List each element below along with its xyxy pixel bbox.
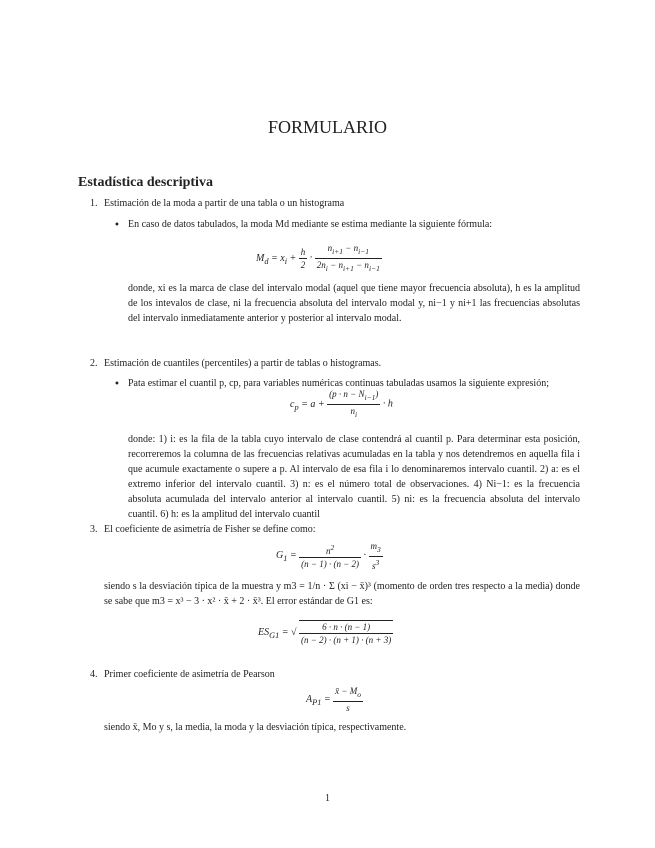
pearson-explanation: siendo x̄, Mo y s, la media, la moda y la desviación típica, respectivamente.	[104, 722, 407, 733]
standard-error-formula: $ES_{G1}$ = √ $\frac{6 \cdot n \cdot (n - 1)}{(n - 2) \cdot (n + 1) \cdot (n + 3)}$	[258, 622, 392, 645]
item-heading: Primer coeficiente de asimetría de Pearson	[104, 669, 275, 680]
page-title: FORMULARIO	[267, 117, 387, 137]
item-number: 2.	[90, 358, 98, 369]
moda-formula: $M_d = x_i$ + $\frac{h}{2}$ · $\frac{n_{i+1} - n_{i-1}}{2n_i - n_{i+1} - n_{i-1}}$	[256, 243, 380, 273]
fisher-explanation: siendo s la desviación típica de la muestra y m3 = 1/n · Σ (xi − x̄)³ (momento de orden tres respecto a la media) donde se sabe que m3 = x³ − 3 · x² · x̄ + 2 · x̄³. El error estándar de G1 es:	[104, 581, 580, 607]
cuantil-explanation: donde: 1) i: es la fila de la tabla cuyo intervalo de clase contendrá al cuantil p. Para determinar esta posición, recorreremos la columna de las frecuencias relativas acumuladas en la tabla y nos detendremos en aquella fila i que acumule exactamente o supere a p. Al intervalo de esa fila i lo denominaremos intervalo cuantil. 2) a: es el extremo inferior del intervalo cuantil. 3) n: es el número total de observaciones. 4) Ni−1: es la frecuencia absoluta acumulada del intervalo anterior al intervalo cuantil. 5) ni: es la frecuencia absoluta del intervalo cuantil. 6) h: es la amplitud del intervalo cuantil	[128, 434, 580, 520]
item-number: 1.	[90, 198, 98, 209]
moda-explanation: donde, xi es la marca de clase del intervalo modal (aquel que tiene mayor frecuencia absoluta), h es la amplitud de los intevalos de clase, ni la frecuencia absoluta del intervalo modal y, ni−1 y ni+1 las frecuencias absolutas del intervalo inmediatamente anterior y posterior al intervalo modal.	[128, 283, 580, 324]
fisher-formula: $G_1$ = $\frac{n^2}{(n - 1) \cdot (n - 2)}$ · $\frac{m_3}{s^3}$	[276, 541, 381, 571]
item-heading: El coeficiente de asimetría de Fisher se define como:	[104, 524, 316, 535]
bullet-text: Pata estimar el cuantil p, cp, para variables numéricas continuas tabuladas usamos la siguiente expresión;	[128, 378, 549, 389]
bullet-marker: •	[114, 379, 120, 390]
bullet-marker: •	[114, 220, 120, 231]
cuantil-formula: $c_p = a$ + $\frac{(p \cdot n - N_{i-1})}{n_i}$ · h	[290, 389, 393, 419]
bullet-text: En caso de datos tabulados, la moda Md mediante se estima mediante la siguiente fórmula:	[128, 219, 493, 230]
pearson-formula: $A_{P1}$ = $\frac{x̄ - M_o}{s}$	[306, 686, 361, 713]
page-number: 1	[325, 793, 330, 804]
item-number: 3.	[90, 524, 98, 535]
section-heading: Estadística descriptiva	[78, 175, 213, 190]
item-heading: Estimación de cuantiles (percentiles) a partir de tablas o histogramas.	[104, 358, 382, 369]
item-number: 4.	[90, 669, 98, 680]
item-heading: Estimación de la moda a partir de una tabla o un histograma	[104, 198, 345, 209]
